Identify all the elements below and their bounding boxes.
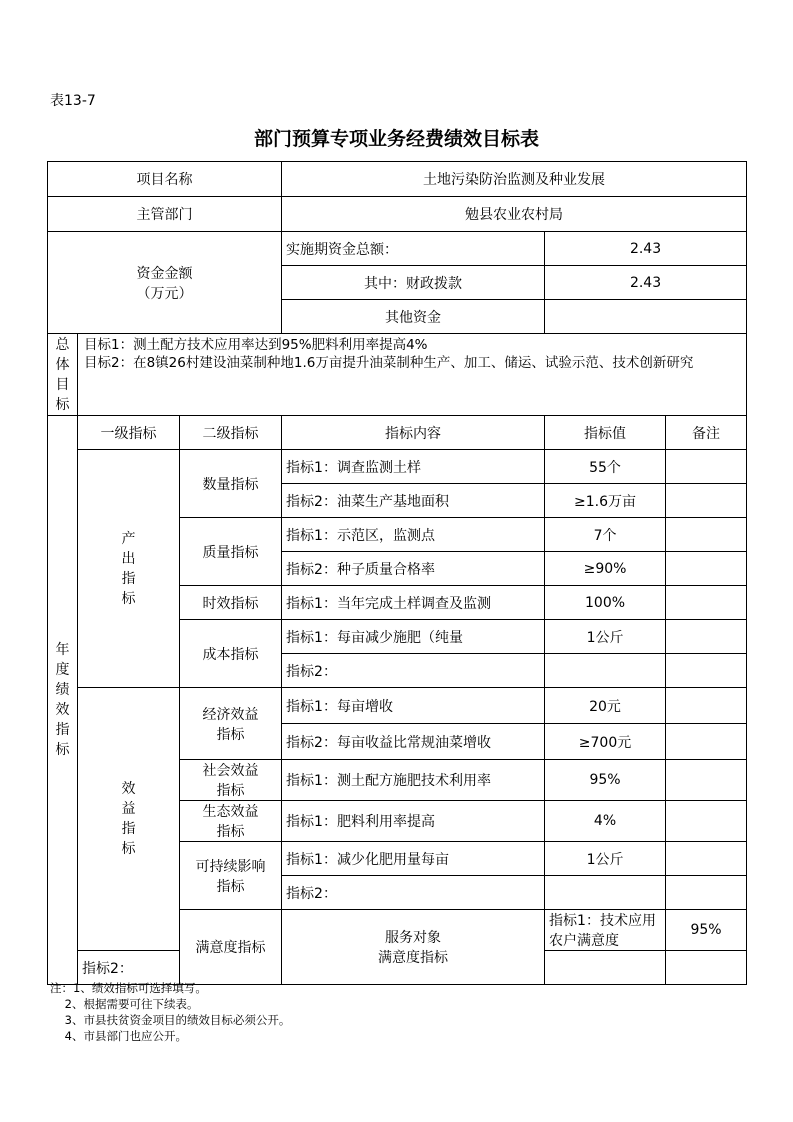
indicator-value: ≥90%: [545, 552, 666, 586]
label-char: 标: [121, 841, 136, 857]
indicator-remark: [666, 951, 747, 985]
funds-other-label: 其他资金: [282, 300, 545, 334]
indicator-remark: [666, 620, 747, 654]
quantity-indicator-label: 数量指标: [180, 450, 282, 518]
project-row: [48, 162, 747, 197]
label-char: 出: [121, 550, 136, 567]
indicator-value: 4%: [545, 801, 666, 842]
indicator-remark: [666, 876, 747, 910]
label-char: 标: [55, 742, 70, 758]
label-char: 效: [55, 702, 70, 718]
label-line: 经济效益: [202, 706, 259, 723]
label-line: 满意度指标: [378, 950, 449, 966]
header-remark: 备注: [666, 416, 747, 450]
label-line: 社会效益: [202, 763, 259, 779]
project-value: 土地污染防治监测及种业发展: [282, 162, 747, 197]
header-value: 指标值: [545, 416, 666, 450]
indicator-value: 1公斤: [545, 842, 666, 876]
service-satisfaction-label: [282, 910, 545, 985]
overall-goal-label: [48, 334, 78, 416]
label-char: 标: [55, 396, 70, 413]
indicator-value: [545, 876, 666, 910]
label-char: 指: [55, 722, 70, 738]
funds-label-cell: [48, 232, 282, 334]
goal-2: 目标2：在8镇26村建设油菜制种地1.6万亩提升油菜制种生产、加工、储运、试验示范、技术创新研究: [84, 355, 694, 371]
label-char: 效: [121, 781, 136, 797]
label-line: 可持续影响: [195, 858, 266, 875]
indicator-content: 指标2：每亩收益比常规油菜增收: [282, 724, 545, 760]
funds-total-value: 2.43: [545, 232, 747, 266]
indicator-remark: [666, 586, 747, 620]
indicator-content: 指标1：每亩增收: [282, 688, 545, 724]
benefit-indicator-label: [78, 688, 180, 951]
indicator-content: 指标2：: [282, 876, 545, 910]
indicator-content: 指标1：肥料利用率提高: [282, 801, 545, 842]
output-indicator-label: [78, 450, 180, 688]
footnotes: [50, 980, 290, 1044]
funds-label: 资金金额: [136, 265, 193, 282]
annual-indicator-label: [48, 416, 78, 985]
sustainable-indicator-label: [180, 842, 282, 910]
indicator-remark: [666, 552, 747, 586]
indicator-value: [545, 654, 666, 688]
cost-indicator-label: 成本指标: [180, 620, 282, 688]
indicator-value: 95%: [666, 910, 747, 951]
indicator-content: 指标1：测土配方施肥技术利用率: [282, 760, 545, 801]
footnote: 4、市县部门也应公开。: [50, 1029, 187, 1043]
indicator-content: 指标1：技术应用农户满意度: [545, 910, 666, 951]
table-row: [48, 688, 747, 724]
table-number: 表13-7: [50, 93, 96, 109]
label-char: 产: [121, 530, 136, 547]
satisfaction-indicator-label: 满意度指标: [180, 910, 282, 985]
funds-total-label: 实施期资金总额：: [282, 232, 545, 266]
label-char: 度: [55, 662, 70, 678]
indicator-value: [545, 951, 666, 985]
indicator-content: 指标1：每亩减少施肥（纯量: [282, 620, 545, 654]
indicator-content: 指标1：减少化肥用量每亩: [282, 842, 545, 876]
label-line: 指标: [216, 783, 245, 799]
label-char: 指: [121, 821, 136, 837]
indicator-value: 100%: [545, 586, 666, 620]
label-char: 体: [55, 356, 70, 373]
label-char: 益: [121, 801, 136, 817]
ecological-indicator-label: [180, 801, 282, 842]
indicator-content: 指标1：当年完成土样调查及监测: [282, 586, 545, 620]
quality-indicator-label: 质量指标: [180, 518, 282, 586]
funds-fiscal-value: 2.43: [545, 266, 747, 300]
indicator-content: 指标2：种子质量合格率: [282, 552, 545, 586]
overall-goal-text: [78, 334, 747, 416]
overall-goal-row: [48, 334, 747, 416]
indicator-remark: [666, 518, 747, 552]
indicator-remark: [666, 450, 747, 484]
funds-other-value: [545, 300, 747, 334]
goal-1: 目标1：测土配方技术应用率达到95%肥料利用率提高4%: [84, 337, 428, 353]
indicator-header-row: [48, 416, 747, 450]
funds-unit: （万元）: [136, 285, 193, 302]
project-label: 项目名称: [48, 162, 282, 197]
table-row: [48, 450, 747, 484]
indicator-content: 指标2：: [282, 654, 545, 688]
funds-fiscal-label: 其中：财政拨款: [282, 266, 545, 300]
footnote: 2、根据需要可往下续表。: [50, 997, 199, 1011]
label-line: 生态效益: [202, 804, 259, 820]
label-char: 绩: [55, 682, 70, 698]
indicator-value: 55个: [545, 450, 666, 484]
label-line: 指标: [216, 878, 245, 895]
indicator-value: 95%: [545, 760, 666, 801]
label-line: 服务对象: [385, 930, 442, 946]
department-value: 勉县农业农村局: [282, 197, 747, 232]
indicator-content: 指标1：示范区，监测点: [282, 518, 545, 552]
label-line: 指标: [216, 824, 245, 840]
label-char: 标: [121, 590, 136, 607]
indicator-remark: [666, 842, 747, 876]
header-content: 指标内容: [282, 416, 545, 450]
header-level2: 二级指标: [180, 416, 282, 450]
indicator-remark: [666, 688, 747, 724]
footnote: 注：1、绩效指标可选择填写。: [50, 981, 207, 995]
performance-target-table: [47, 161, 747, 985]
indicator-remark: [666, 654, 747, 688]
indicator-value: ≥700元: [545, 724, 666, 760]
indicator-value: 20元: [545, 688, 666, 724]
social-indicator-label: [180, 760, 282, 801]
funds-total-row: [48, 232, 747, 266]
label-char: 指: [121, 570, 136, 587]
label-char: 总: [55, 336, 70, 353]
label-char: 目: [55, 376, 70, 393]
page-title: 部门预算专项业务经费绩效目标表: [253, 128, 539, 150]
indicator-remark: [666, 801, 747, 842]
department-label: 主管部门: [48, 197, 282, 232]
indicator-content: 指标2：: [78, 951, 180, 985]
indicator-content: 指标1：调查监测土样: [282, 450, 545, 484]
indicator-value: ≥1.6万亩: [545, 484, 666, 518]
label-line: 指标: [216, 726, 245, 743]
footnote: 3、市县扶贫资金项目的绩效目标必须公开。: [50, 1013, 291, 1027]
indicator-value: 7个: [545, 518, 666, 552]
department-row: [48, 197, 747, 232]
indicator-remark: [666, 724, 747, 760]
indicator-value: 1公斤: [545, 620, 666, 654]
indicator-remark: [666, 484, 747, 518]
timeliness-indicator-label: 时效指标: [180, 586, 282, 620]
indicator-content: 指标2：油菜生产基地面积: [282, 484, 545, 518]
indicator-remark: [666, 760, 747, 801]
label-char: 年: [55, 642, 70, 658]
economic-indicator-label: [180, 688, 282, 760]
header-level1: 一级指标: [78, 416, 180, 450]
